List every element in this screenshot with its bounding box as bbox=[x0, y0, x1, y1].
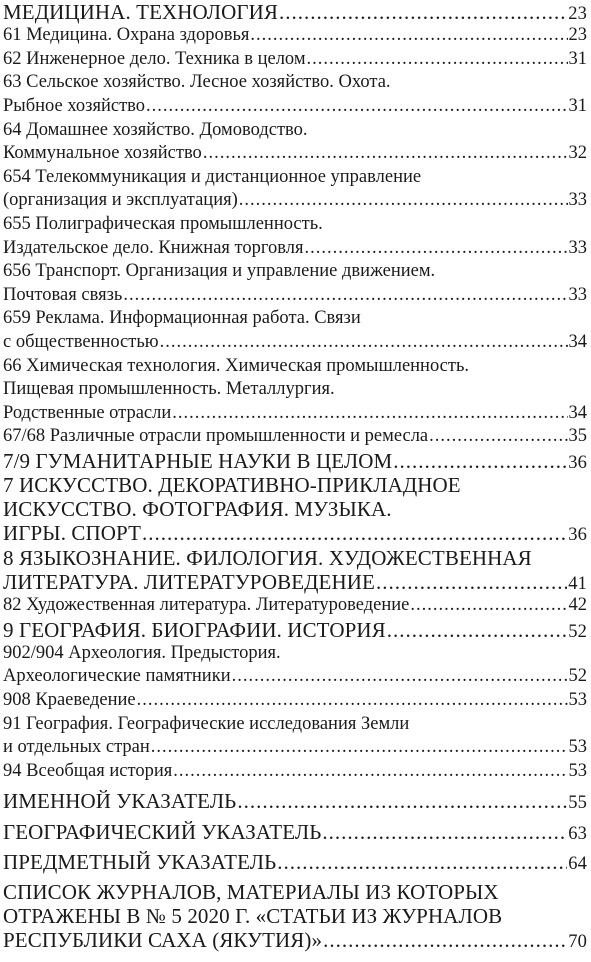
toc-entry-title: Родственные отрасли bbox=[3, 402, 172, 423]
toc-entry-line bbox=[3, 904, 587, 928]
toc-entry bbox=[3, 260, 587, 307]
toc-entry-title: 659 Реклама. Информационная работа. Связи bbox=[3, 308, 361, 329]
toc-entry bbox=[3, 425, 587, 449]
toc-entry bbox=[3, 820, 587, 844]
toc-entry-line bbox=[3, 473, 587, 497]
dot-leader bbox=[202, 142, 568, 166]
dot-leader bbox=[321, 820, 567, 844]
toc-entry bbox=[3, 713, 587, 760]
toc-entry bbox=[3, 642, 587, 689]
dot-leader bbox=[249, 24, 567, 48]
toc-entry-title: 656 Транспорт. Организация и управление движением. bbox=[3, 261, 436, 282]
toc-entry-line bbox=[3, 736, 587, 760]
toc-page-number: 35 bbox=[568, 426, 587, 447]
toc-entry-title: 94 Всеобщая история bbox=[3, 760, 173, 781]
toc-entry-title: Коммунальное хозяйство bbox=[3, 143, 202, 164]
toc-page-number: 33 bbox=[568, 237, 587, 258]
toc-entry-title: с общественностью bbox=[3, 331, 159, 352]
toc-entry-title: ИГРЫ. СПОРТ bbox=[3, 521, 141, 546]
toc-entry-line bbox=[3, 642, 587, 666]
toc-entry-title: РЕСПУБЛИКИ САХА (ЯКУТИЯ)» bbox=[3, 928, 323, 953]
dot-leader bbox=[306, 48, 568, 72]
toc-entry-title: Почтовая связь bbox=[3, 284, 123, 305]
dot-leader bbox=[409, 594, 567, 618]
toc-entry-line bbox=[3, 260, 587, 284]
toc-page-number: 53 bbox=[568, 760, 587, 781]
dot-leader bbox=[278, 0, 567, 24]
toc-entry-line bbox=[3, 237, 587, 261]
toc-entry-line bbox=[3, 402, 587, 426]
dot-leader bbox=[238, 189, 568, 213]
toc-entry-title: 67/68 Различные отрасли промышленности и ремесла bbox=[3, 426, 429, 447]
toc-page-number: 64 bbox=[568, 853, 587, 874]
toc-entry-line bbox=[3, 307, 587, 331]
toc-entry-title: (организация и эксплуатация) bbox=[3, 190, 238, 211]
toc-entry-title: 7/9 ГУМАНИТАРНЫЕ НАУКИ В ЦЕЛОМ bbox=[3, 448, 393, 473]
toc-page-number: 36 bbox=[568, 452, 587, 473]
toc-entry bbox=[3, 760, 587, 784]
toc-entry-title: ПРЕДМЕТНЫЙ УКАЗАТЕЛЬ bbox=[3, 849, 277, 874]
toc-page-number: 36 bbox=[568, 525, 587, 546]
toc-entry bbox=[3, 546, 587, 594]
toc-entry-line bbox=[3, 71, 587, 95]
toc-entry-title: Рыбное хозяйство bbox=[3, 95, 146, 116]
toc-entry-title: ГЕОГРАФИЧЕСКИЙ УКАЗАТЕЛЬ bbox=[3, 819, 322, 844]
toc-entry-title: МЕДИЦИНА. ТЕХНОЛОГИЯ bbox=[3, 0, 278, 24]
toc-entry-line bbox=[3, 213, 587, 237]
dot-leader bbox=[159, 331, 568, 355]
toc-page-number: 70 bbox=[568, 932, 587, 953]
toc-page-number: 34 bbox=[568, 331, 587, 352]
toc-entry-line bbox=[3, 119, 587, 143]
toc-entry-title: ИМЕННОЙ УКАЗАТЕЛЬ bbox=[3, 789, 237, 814]
toc-entry-line bbox=[3, 378, 587, 402]
toc-entry bbox=[3, 48, 587, 72]
toc-entry-title: ОТРАЖЕНЫ В № 5 2020 Г. «СТАТЬИ ИЗ ЖУРНАЛОВ bbox=[3, 904, 503, 929]
toc-entry-title: 61 Медицина. Охрана здоровья bbox=[3, 25, 250, 46]
dot-leader bbox=[304, 237, 568, 261]
dot-leader bbox=[136, 689, 568, 713]
toc-entry-title: 66 Химическая технология. Химическая промышленность. bbox=[3, 355, 470, 376]
toc-entry-title: ЛИТЕРАТУРА. ЛИТЕРАТУРОВЕДЕНИЕ bbox=[3, 569, 375, 594]
dot-leader bbox=[171, 402, 567, 426]
toc-entry-line bbox=[3, 521, 587, 545]
toc-entry bbox=[3, 0, 587, 24]
toc-entry-line bbox=[3, 331, 587, 355]
dot-leader bbox=[172, 760, 567, 784]
dot-leader bbox=[428, 425, 567, 449]
toc-entry-line bbox=[3, 594, 587, 618]
toc-entry-line bbox=[3, 689, 587, 713]
toc-entry bbox=[3, 307, 587, 354]
toc-entry bbox=[3, 594, 587, 618]
toc-page-number: 32 bbox=[568, 143, 587, 164]
toc-page-number: 52 bbox=[568, 621, 587, 642]
toc-entry-title: 7 ИСКУССТВО. ДЕКОРАТИВНО-ПРИКЛАДНОЕ bbox=[3, 473, 461, 498]
dot-leader bbox=[276, 850, 567, 874]
toc-entry bbox=[3, 880, 587, 953]
dot-leader bbox=[236, 789, 567, 813]
toc-entry-line bbox=[3, 665, 587, 689]
toc-entry-title: Пищевая промышленность. Металлургия. bbox=[3, 379, 335, 400]
toc-entry-title: 902/904 Археология. Предыстория. bbox=[3, 642, 281, 663]
toc-entry bbox=[3, 473, 587, 546]
toc-entry-title: 655 Полиграфическая промышленность. bbox=[3, 213, 323, 234]
toc-entry-line bbox=[3, 166, 587, 190]
toc-entry-title: 64 Домашнее хозяйство. Домоводство. bbox=[3, 119, 308, 140]
toc-page-number: 42 bbox=[568, 595, 587, 615]
toc-entry bbox=[3, 789, 587, 813]
dot-leader bbox=[145, 95, 567, 119]
toc-entry-line bbox=[3, 284, 587, 308]
toc-entry bbox=[3, 24, 587, 48]
toc-entry-title: Археологические памятники bbox=[3, 666, 231, 687]
toc-entry-title: Издательское дело. Книжная торговля bbox=[3, 237, 304, 258]
toc-entry-title: ИСКУССТВО. ФОТОГРАФИЯ. МУЗЫКА. bbox=[3, 497, 392, 522]
toc-entry-line bbox=[3, 355, 587, 379]
toc-entry-title: 908 Краеведение bbox=[3, 689, 136, 710]
toc-page-number: 63 bbox=[568, 823, 587, 844]
toc-page-number: 31 bbox=[568, 48, 587, 69]
toc-entry-title: СПИСОК ЖУРНАЛОВ, МАТЕРИАЛЫ ИЗ КОТОРЫХ bbox=[3, 879, 499, 904]
toc-entry-line bbox=[3, 880, 587, 904]
toc-page-number: 55 bbox=[568, 793, 587, 814]
toc-entry-title: 62 Инженерное дело. Техника в целом bbox=[3, 48, 306, 69]
toc-entry bbox=[3, 689, 587, 713]
toc-entry-line bbox=[3, 24, 587, 48]
toc-entry-line bbox=[3, 618, 587, 642]
toc-entry-line bbox=[3, 760, 587, 784]
toc-page-number: 33 bbox=[568, 284, 587, 305]
toc-entry-line bbox=[3, 449, 587, 473]
toc-page-number: 34 bbox=[568, 402, 587, 423]
toc-entry-title: 9 ГЕОГРАФИЯ. БИОГРАФИИ. ИСТОРИЯ bbox=[3, 617, 386, 642]
toc-page-number: 31 bbox=[568, 95, 587, 116]
toc-page-number: 53 bbox=[568, 689, 587, 710]
dot-leader bbox=[122, 284, 567, 308]
toc-entry-line bbox=[3, 713, 587, 737]
toc-entry bbox=[3, 71, 587, 118]
toc-page-number: 52 bbox=[568, 666, 587, 687]
toc-entry-line bbox=[3, 189, 587, 213]
toc-entry-line bbox=[3, 546, 587, 570]
toc-entry-line bbox=[3, 570, 587, 594]
toc-page-number: 23 bbox=[568, 25, 587, 46]
toc-entry-title: 82 Художественная литература. Литературоведение bbox=[3, 595, 410, 615]
toc-entry-line bbox=[3, 850, 587, 874]
dot-leader bbox=[150, 736, 568, 760]
toc-entry-title: 8 ЯЗЫКОЗНАНИЕ. ФИЛОЛОГИЯ. ХУДОЖЕСТВЕННАЯ bbox=[3, 545, 532, 570]
toc-entry-line bbox=[3, 95, 587, 119]
toc-entry bbox=[3, 119, 587, 166]
dot-leader bbox=[231, 665, 568, 689]
toc-entry-line bbox=[3, 425, 587, 449]
toc-entry bbox=[3, 213, 587, 260]
toc-entry bbox=[3, 850, 587, 874]
toc-page-number: 41 bbox=[568, 573, 587, 594]
toc-page-number: 33 bbox=[568, 190, 587, 211]
toc-entry-line bbox=[3, 497, 587, 521]
toc-entry-line bbox=[3, 142, 587, 166]
toc-entry-title: 63 Сельское хозяйство. Лесное хозяйство. Охота. bbox=[3, 72, 391, 93]
toc-entry-line bbox=[3, 48, 587, 72]
toc-entry bbox=[3, 355, 587, 426]
toc-entry bbox=[3, 166, 587, 213]
toc-entry bbox=[3, 618, 587, 642]
toc-entry bbox=[3, 449, 587, 473]
toc-entry-line bbox=[3, 0, 587, 24]
toc-entry-title: 654 Телекоммуникация и дистанционное управление bbox=[3, 166, 422, 187]
toc-page-number: 23 bbox=[568, 4, 587, 24]
toc-entry-title: 91 География. Географические исследования Земли bbox=[3, 713, 410, 734]
toc-page-number: 53 bbox=[568, 737, 587, 758]
toc-entry-line bbox=[3, 928, 587, 952]
toc-entry-line bbox=[3, 820, 587, 844]
dot-leader bbox=[375, 570, 567, 594]
dot-leader bbox=[392, 449, 567, 473]
toc-entry-line bbox=[3, 789, 587, 813]
dot-leader bbox=[386, 618, 568, 642]
toc-entry-title: и отдельных стран bbox=[3, 737, 150, 758]
table-of-contents bbox=[3, 0, 587, 952]
dot-leader bbox=[141, 521, 567, 545]
dot-leader bbox=[322, 928, 567, 952]
